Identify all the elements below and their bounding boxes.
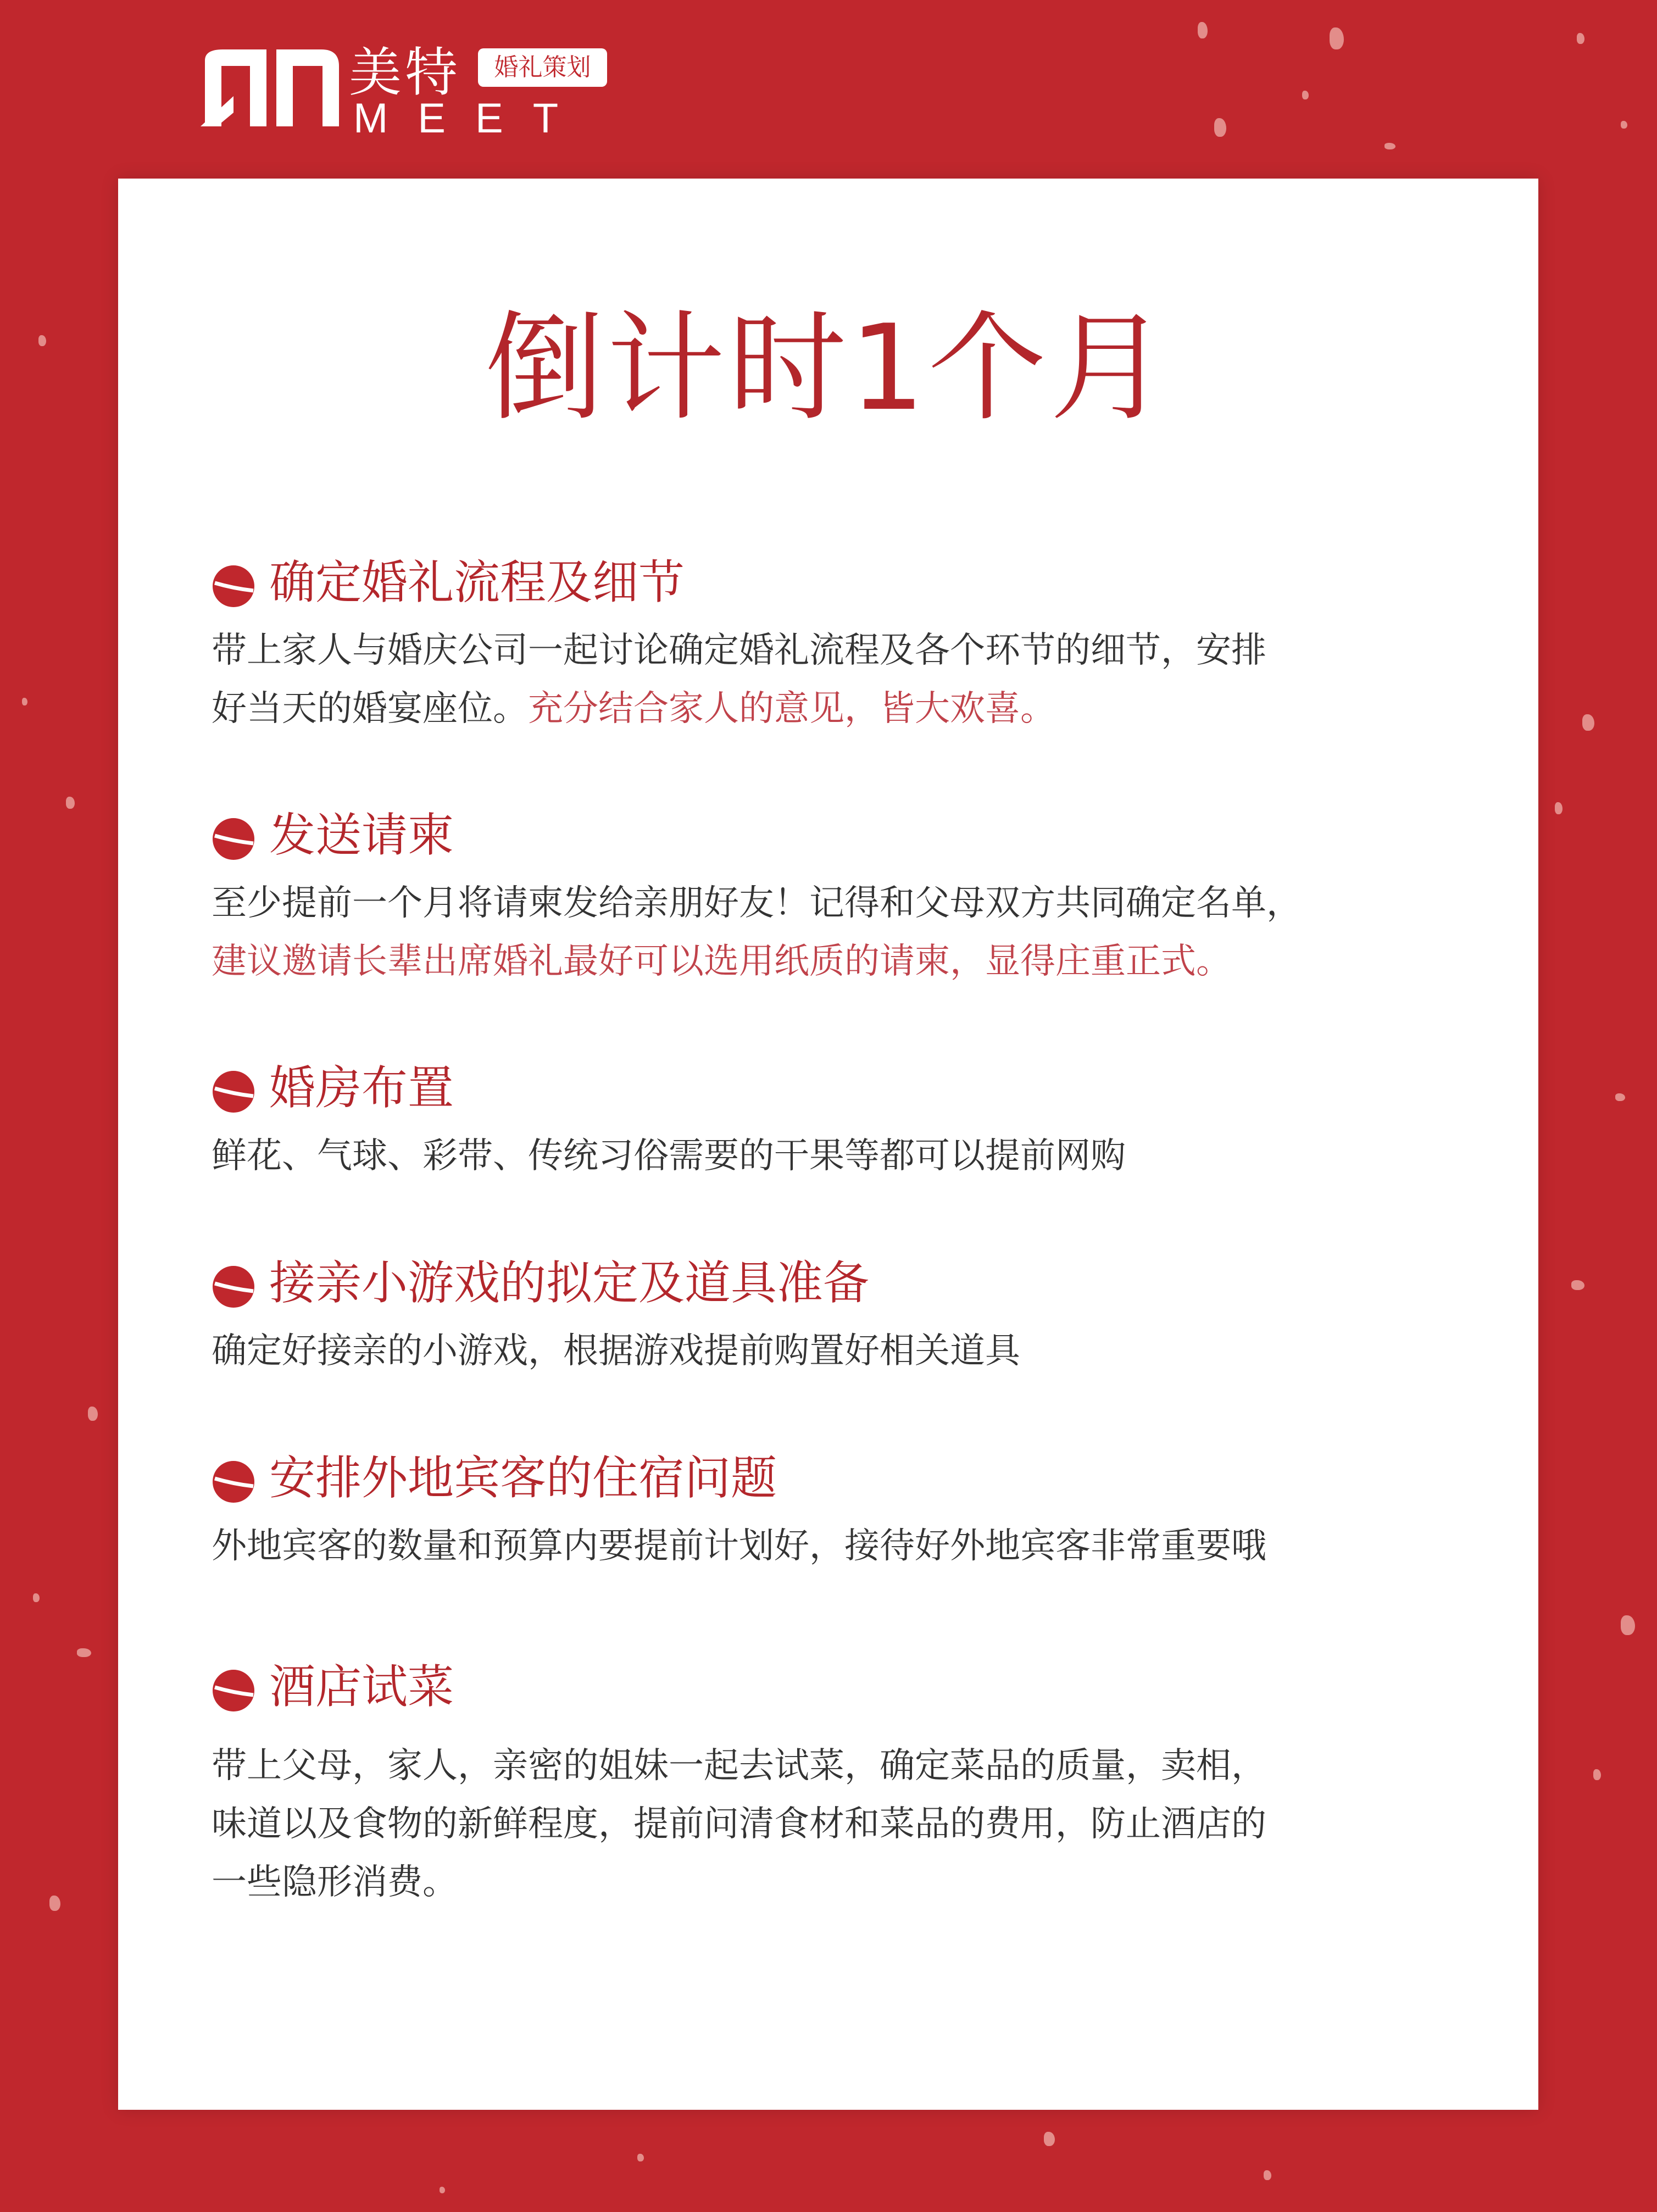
section-bridal-room [212, 1058, 1475, 1185]
page-title: 倒计时1个月 [485, 299, 1171, 437]
section-menu-tasting [212, 1657, 1475, 1911]
brand-name-en: MEET [353, 95, 588, 142]
body-line: 鲜花、气球、彩带、传统习俗需要的干果等都可以提前网购 [212, 1136, 1126, 1176]
section-body [212, 874, 1475, 991]
section-wedding-process [212, 552, 1475, 738]
brand-name-cn: 美特 [349, 42, 461, 103]
red-circle-bullet-icon [212, 1460, 255, 1504]
body-line: 确定好接亲的小游戏，根据游戏提前购置好相关道具 [212, 1331, 1020, 1371]
section-title: 接亲小游戏的拟定及道具准备 [269, 1256, 870, 1310]
section-title: 酒店试菜 [269, 1660, 454, 1714]
red-circle-bullet-icon [212, 1070, 255, 1114]
section-header [212, 552, 1475, 613]
section-header [212, 1448, 1475, 1508]
section-body [212, 1517, 1475, 1575]
section-title: 安排外地宾客的住宿问题 [269, 1451, 777, 1505]
section-header [212, 1657, 1475, 1717]
red-circle-bullet-icon [212, 564, 255, 608]
section-send-invitations [212, 805, 1475, 991]
red-circle-bullet-icon [212, 1669, 255, 1713]
section-header [212, 1058, 1475, 1118]
section-guest-lodging [212, 1448, 1475, 1575]
content-card [118, 179, 1538, 2110]
highlight-text: 建议邀请长辈出席婚礼最好可以选用纸质的请柬，显得庄重正式。 [212, 941, 1231, 982]
section-body [212, 1127, 1475, 1185]
red-circle-bullet-icon [212, 817, 255, 861]
section-body [212, 1322, 1475, 1380]
highlight-text: 充分结合家人的意见，皆大欢喜。 [528, 688, 1055, 729]
body-line [212, 680, 1475, 738]
body-line: 带上家人与婚庆公司一起讨论确定婚礼流程及各个环节的细节，安排 [212, 630, 1266, 671]
section-body [212, 621, 1475, 738]
body-text: 好当天的婚宴座位。 [212, 688, 528, 729]
body-line: 至少提前一个月将请柬发给亲朋好友！记得和父母双方共同确定名单， [212, 883, 1302, 924]
body-line: 外地宾客的数量和预算内要提前计划好，接待好外地宾客非常重要哦 [212, 1526, 1266, 1566]
body-line: 味道以及食物的新鲜程度，提前问清食材和菜品的费用，防止酒店的 [212, 1804, 1266, 1844]
body-line: 一些隐形消费。 [212, 1862, 458, 1903]
section-header [212, 1253, 1475, 1313]
body-line: 带上父母，家人，亲密的姐妹一起去试菜，确定菜品的质量，卖相， [212, 1746, 1266, 1786]
brand-logo [201, 42, 618, 142]
red-circle-bullet-icon [212, 1265, 255, 1309]
section-pickup-games [212, 1253, 1475, 1380]
section-header [212, 805, 1475, 865]
section-title: 发送请柬 [269, 808, 454, 862]
section-title: 确定婚礼流程及细节 [269, 555, 685, 609]
section-title: 婚房布置 [269, 1061, 454, 1115]
meet-logo-mark-icon [201, 44, 343, 132]
section-body [212, 1737, 1475, 1911]
brand-badge: 婚礼策划 [478, 48, 607, 87]
